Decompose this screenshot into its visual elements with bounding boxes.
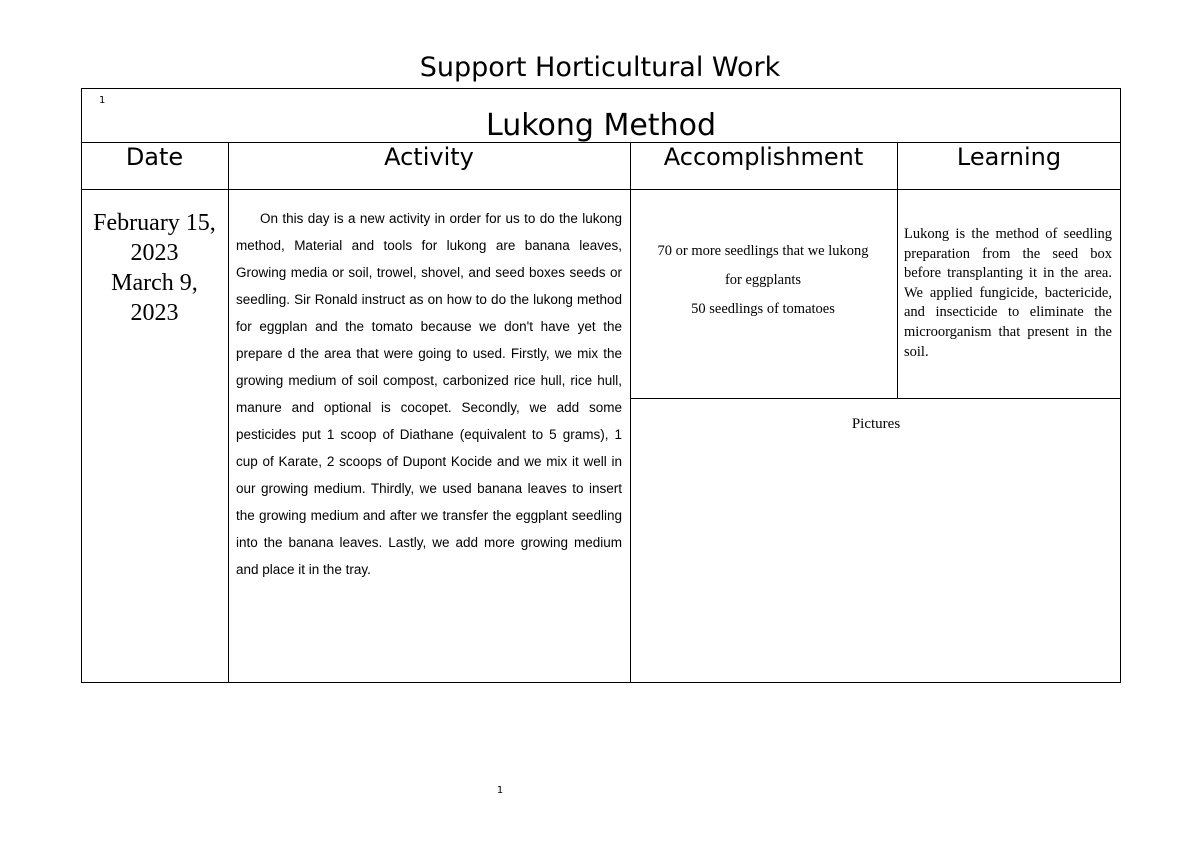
date-line: March 9, bbox=[111, 270, 198, 296]
table-border-right bbox=[1120, 88, 1121, 683]
date-line: February 15, bbox=[93, 210, 216, 236]
table-border-left bbox=[81, 88, 82, 683]
accomplishment-cell bbox=[634, 237, 892, 324]
header-date: Date bbox=[125, 143, 184, 171]
activity-column-divider bbox=[630, 142, 631, 683]
accomplishment-line: 70 or more seedlings that we lukong bbox=[657, 243, 869, 259]
learning-text: Lukong is the method of seedling preparation from the seed box before transplanting it in the area. We applied fungicide, bactericide, and insecticide to eliminate the microorganism that present in the soil. bbox=[904, 226, 1112, 360]
header-learning: Learning bbox=[956, 143, 1062, 171]
cell-number: 1 bbox=[99, 95, 106, 106]
pictures-divider bbox=[630, 398, 1121, 399]
date-line: 2023 bbox=[130, 240, 179, 266]
header-accomplishment: Accomplishment bbox=[663, 143, 864, 171]
table-border-top bbox=[81, 88, 1121, 89]
pictures-label: Pictures bbox=[851, 416, 901, 432]
date-cell bbox=[81, 208, 228, 328]
date-column-divider bbox=[228, 142, 229, 683]
activity-text: On this day is a new activity in order for us to do the lukong method, Material and tools for lukong are banana leaves, Growing media or soil, trowel, shovel, and seed boxes seeds or seedling. Sir Ronald instruct as on how to do the lukong method for eggplan and the tomato because we don't have yet the prepare d the area that were going to used. Firstly, we mix the growing medium of soil compost, carbonized rice hull, rice hull, manure and optional is cocopet. Secondly, we add some pesticides put 1 scoop of Diathane (equivalent to 5 grams), 1 cup of Karate, 2 scoops of Dupont Kocide and we mix it well in our growing medium. Thirdly, we used banana leaves to insert the growing medium and after we transfer the eggplant seedling into the banana leaves. Lastly, we add more growing medium and place it in the tray. bbox=[236, 211, 622, 577]
activity-table bbox=[81, 88, 1121, 683]
page-title: Support Horticultural Work bbox=[419, 52, 781, 83]
accomplishment-column-divider bbox=[897, 142, 898, 398]
accomplishment-line: 50 seedlings of tomatoes bbox=[691, 301, 835, 317]
date-line: 2023 bbox=[130, 300, 179, 326]
table-border-bottom bbox=[81, 682, 1121, 683]
header-activity: Activity bbox=[384, 143, 474, 171]
header-row-divider bbox=[81, 189, 1121, 190]
method-title: Lukong Method bbox=[486, 108, 716, 143]
page-number: 1 bbox=[496, 785, 504, 796]
accomplishment-line: for eggplants bbox=[724, 272, 802, 288]
